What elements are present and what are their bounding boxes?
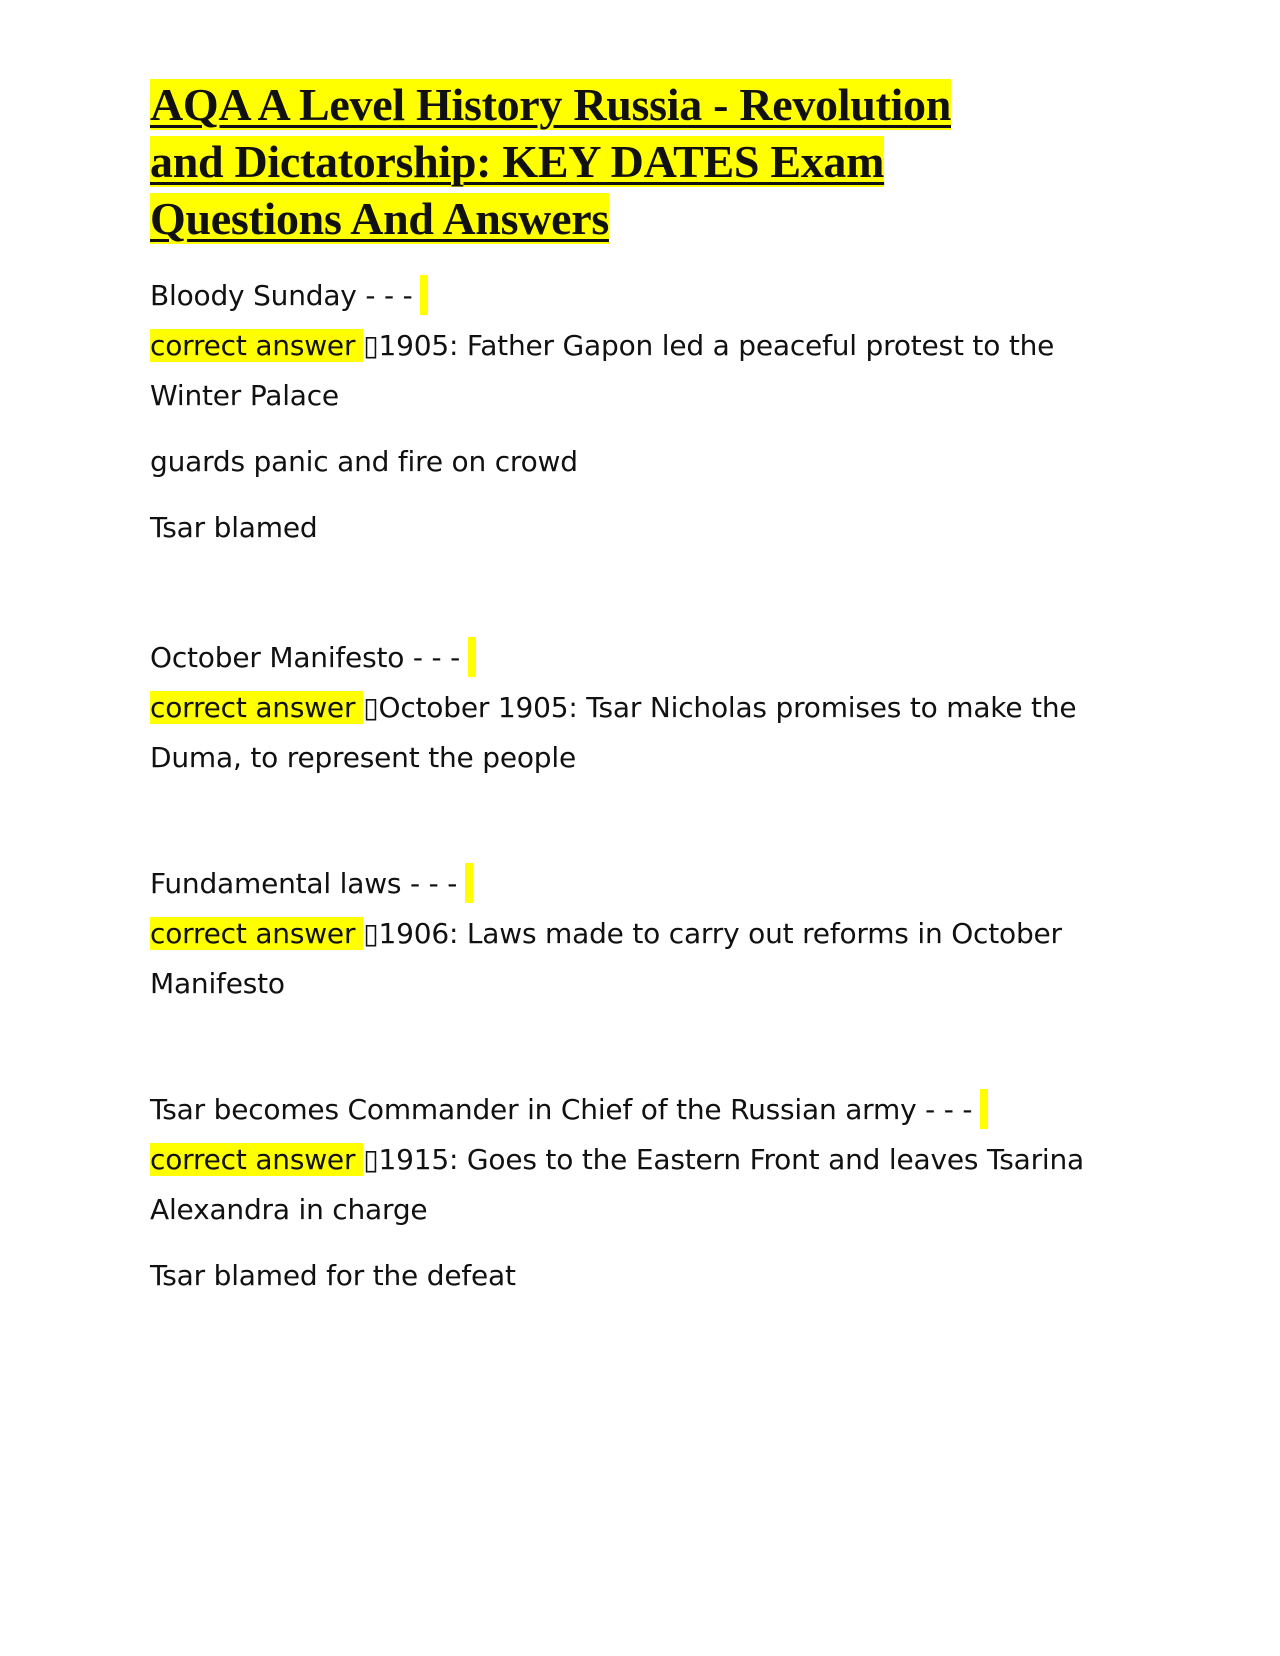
- question: [150, 1085, 1140, 1135]
- highlight-marker: [468, 637, 476, 677]
- title-line-1: AQA A Level History Russia - Revolution: [150, 79, 952, 130]
- qa-item-commander-in-chief: [150, 1085, 1140, 1301]
- answer-note: Tsar blamed for the defeat: [150, 1259, 516, 1292]
- answer-text: 1906: Laws made to carry out reforms in October Manifesto: [150, 917, 1062, 1000]
- answer-label: correct answer: [150, 329, 363, 362]
- answer: [150, 321, 1140, 421]
- answer-label: correct answer: [150, 917, 363, 950]
- answer-text: 1915: Goes to the Eastern Front and leaves Tsarina Alexandra in charge: [150, 1143, 1084, 1226]
- question-text: Bloody Sunday - - -: [150, 279, 413, 312]
- document-page: [150, 76, 1140, 1301]
- title-line-2: and Dictatorship: KEY DATES Exam: [150, 136, 885, 187]
- question-text: Fundamental laws - - -: [150, 867, 458, 900]
- missing-glyph-icon: ▯: [363, 1143, 379, 1176]
- highlight-marker: [420, 275, 428, 315]
- highlight-marker: [465, 863, 473, 903]
- qa-item-bloody-sunday: [150, 271, 1140, 553]
- missing-glyph-icon: ▯: [363, 917, 379, 950]
- qa-item-fundamental-laws: [150, 859, 1140, 1009]
- answer-note: guards panic and fire on crowd: [150, 445, 578, 478]
- qa-item-october-manifesto: [150, 633, 1140, 783]
- missing-glyph-icon: ▯: [363, 691, 379, 724]
- question: [150, 633, 1140, 683]
- answer-note: Tsar blamed: [150, 511, 318, 544]
- answer-label: correct answer: [150, 1143, 363, 1176]
- title-line-3: Questions And Answers: [150, 193, 609, 244]
- answer: [150, 1135, 1140, 1235]
- question-text: Tsar becomes Commander in Chief of the Russian army - - -: [150, 1093, 973, 1126]
- answer: [150, 909, 1140, 1009]
- answer-label: correct answer: [150, 691, 363, 724]
- question-text: October Manifesto - - -: [150, 641, 460, 674]
- answer-text: 1905: Father Gapon led a peaceful protest to the Winter Palace: [150, 329, 1055, 412]
- answer-text: October 1905: Tsar Nicholas promises to make the Duma, to represent the people: [150, 691, 1077, 774]
- highlight-marker: [980, 1089, 988, 1129]
- question: [150, 859, 1140, 909]
- missing-glyph-icon: ▯: [363, 329, 379, 362]
- question: [150, 271, 1140, 321]
- page-title: [150, 76, 1140, 247]
- answer: [150, 683, 1140, 783]
